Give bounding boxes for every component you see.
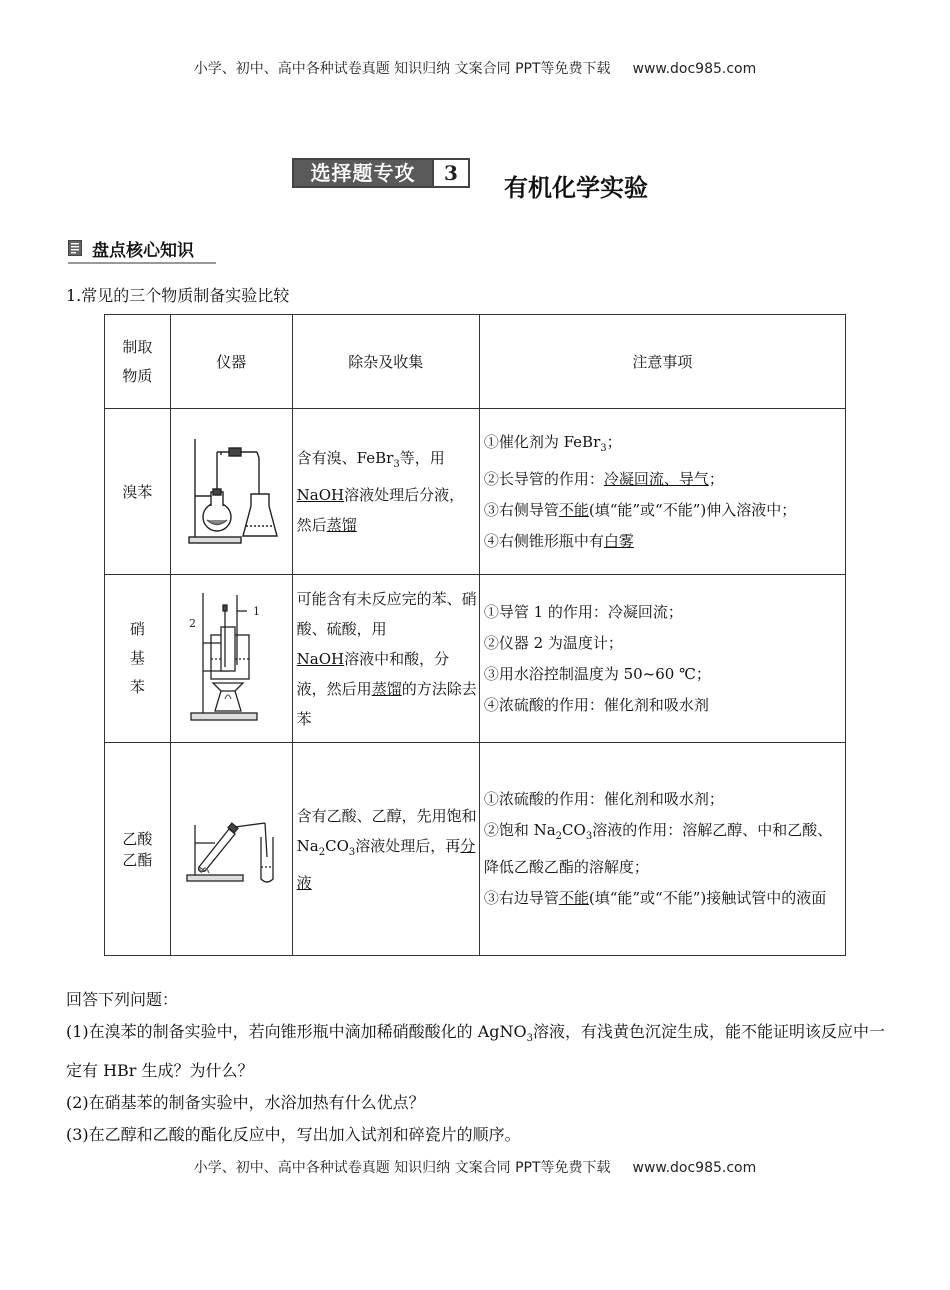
apparatus-cell — [170, 743, 292, 956]
notes-cell — [479, 575, 845, 743]
note-line: ④右侧锥形瓶中有白雾 — [483, 531, 634, 550]
answer-blank: 分液 — [296, 836, 476, 892]
answer-blank: 不能 — [558, 889, 589, 907]
note-line: ③右边导管不能(填“能”或“不能”)接触试管中的液面 — [483, 889, 827, 907]
table-row — [105, 409, 846, 575]
note-line: ②饱和 $Na_2CO_3$溶液的作用：溶解乙醇、中和乙酸、降低乙酸乙酯的溶解度； — [483, 821, 833, 876]
note-line: ③右侧导管不能(填“能”或“不能”)伸入溶液中； — [483, 500, 797, 519]
header-text: 小学、初中、高中各种试卷真题 知识归纳 文案合同 PPT等免费下载 — [193, 61, 611, 77]
substance-cell: 乙酸 乙酯 — [105, 743, 171, 956]
table-row — [105, 743, 846, 956]
substance-cell: 硝 基 苯 — [105, 575, 171, 743]
notes-cell — [479, 743, 845, 956]
section-title: 盘点核心知识 — [92, 241, 194, 261]
comparison-table — [104, 314, 846, 956]
header-notes: 注意事项 — [479, 315, 845, 409]
answer-blank: 白雾 — [603, 531, 634, 550]
apparatus-cell — [170, 409, 292, 575]
nitrobenzene-apparatus-diagram — [181, 587, 281, 727]
table-header-row — [105, 315, 846, 409]
topic-badge — [292, 158, 470, 188]
header-substance: 制取物质 — [105, 315, 171, 409]
questions-intro: 回答下列问题： — [66, 990, 179, 1009]
footer-url[interactable]: www.doc985.com — [632, 1160, 757, 1176]
subheading: 1.常见的三个物质制备实验比较 — [66, 286, 290, 305]
answer-blank: NaOH — [296, 649, 345, 668]
header-url[interactable]: www.doc985.com — [632, 61, 757, 77]
bromobenzene-apparatus-diagram — [181, 434, 281, 546]
answer-blank: 蒸馏 — [326, 516, 357, 534]
notes-cell — [479, 409, 845, 575]
note-line: ③用水浴控制温度为 50~60 ℃； — [483, 664, 711, 683]
page-header — [0, 58, 950, 78]
label-1: 1 — [253, 604, 261, 618]
substance-cell: 溴苯 — [105, 409, 171, 575]
ethyl-acetate-apparatus-diagram — [181, 807, 281, 887]
footer-text: 小学、初中、高中各种试卷真题 知识归纳 文案合同 PPT等免费下载 — [193, 1160, 611, 1176]
removal-cell: 含有溴、FeBr$_3$等，用 NaOH溶液处理后分液，然后蒸馏 — [292, 409, 479, 575]
note-line: ①导管 1 的作用：冷凝回流； — [483, 602, 683, 621]
note-line: ①催化剂为 FeBr$_3$； — [483, 432, 622, 454]
label-2: 2 — [189, 616, 197, 630]
page-footer — [0, 1157, 950, 1177]
badge-text: 选择题专攻 — [310, 161, 416, 185]
answer-blank: NaOH — [296, 486, 345, 504]
removal-cell: 可能含有未反应完的苯、硝酸、硫酸，用 NaOH溶液中和酸，分液，然后用蒸馏的方法除去苯 — [292, 575, 479, 743]
question-1: (1)在溴苯的制备实验中，若向锥形瓶中滴加稀硝酸酸化的 AgNO$_3$溶液，有浅黄色沉淀生成，能不能证明该反应中一定有 HBr 生成？为什么？ — [66, 1022, 886, 1081]
table-row — [105, 575, 846, 743]
questions-block — [66, 984, 896, 1151]
answer-blank: 不能 — [558, 500, 589, 519]
answer-blank: 冷凝回流、导气 — [603, 469, 709, 488]
page-title: 有机化学实验 — [504, 174, 648, 202]
title-row — [0, 156, 950, 202]
note-line: ①浓硫酸的作用：催化剂和吸水剂； — [483, 790, 724, 808]
question-3: (3)在乙醇和乙酸的酯化反应中，写出加入试剂和碎瓷片的顺序。 — [66, 1125, 521, 1145]
section-heading — [68, 234, 216, 264]
note-line: ②长导管的作用：冷凝回流、导气； — [483, 469, 724, 488]
answer-blank: 蒸馏 — [371, 679, 402, 698]
note-line: ②仪器 2 为温度计； — [483, 633, 623, 652]
apparatus-cell — [170, 575, 292, 743]
header-apparatus: 仪器 — [170, 315, 292, 409]
badge-number: 3 — [432, 160, 468, 186]
question-2: (2)在硝基苯的制备实验中，水浴加热有什么优点？ — [66, 1093, 425, 1113]
note-line: ④浓硫酸的作用：催化剂和吸水剂 — [483, 695, 709, 714]
header-removal: 除杂及收集 — [292, 315, 479, 409]
removal-cell: 含有乙酸、乙醇，先用饱和 $Na_2CO_3$溶液处理后，再分液 — [292, 743, 479, 956]
document-icon — [68, 240, 84, 256]
